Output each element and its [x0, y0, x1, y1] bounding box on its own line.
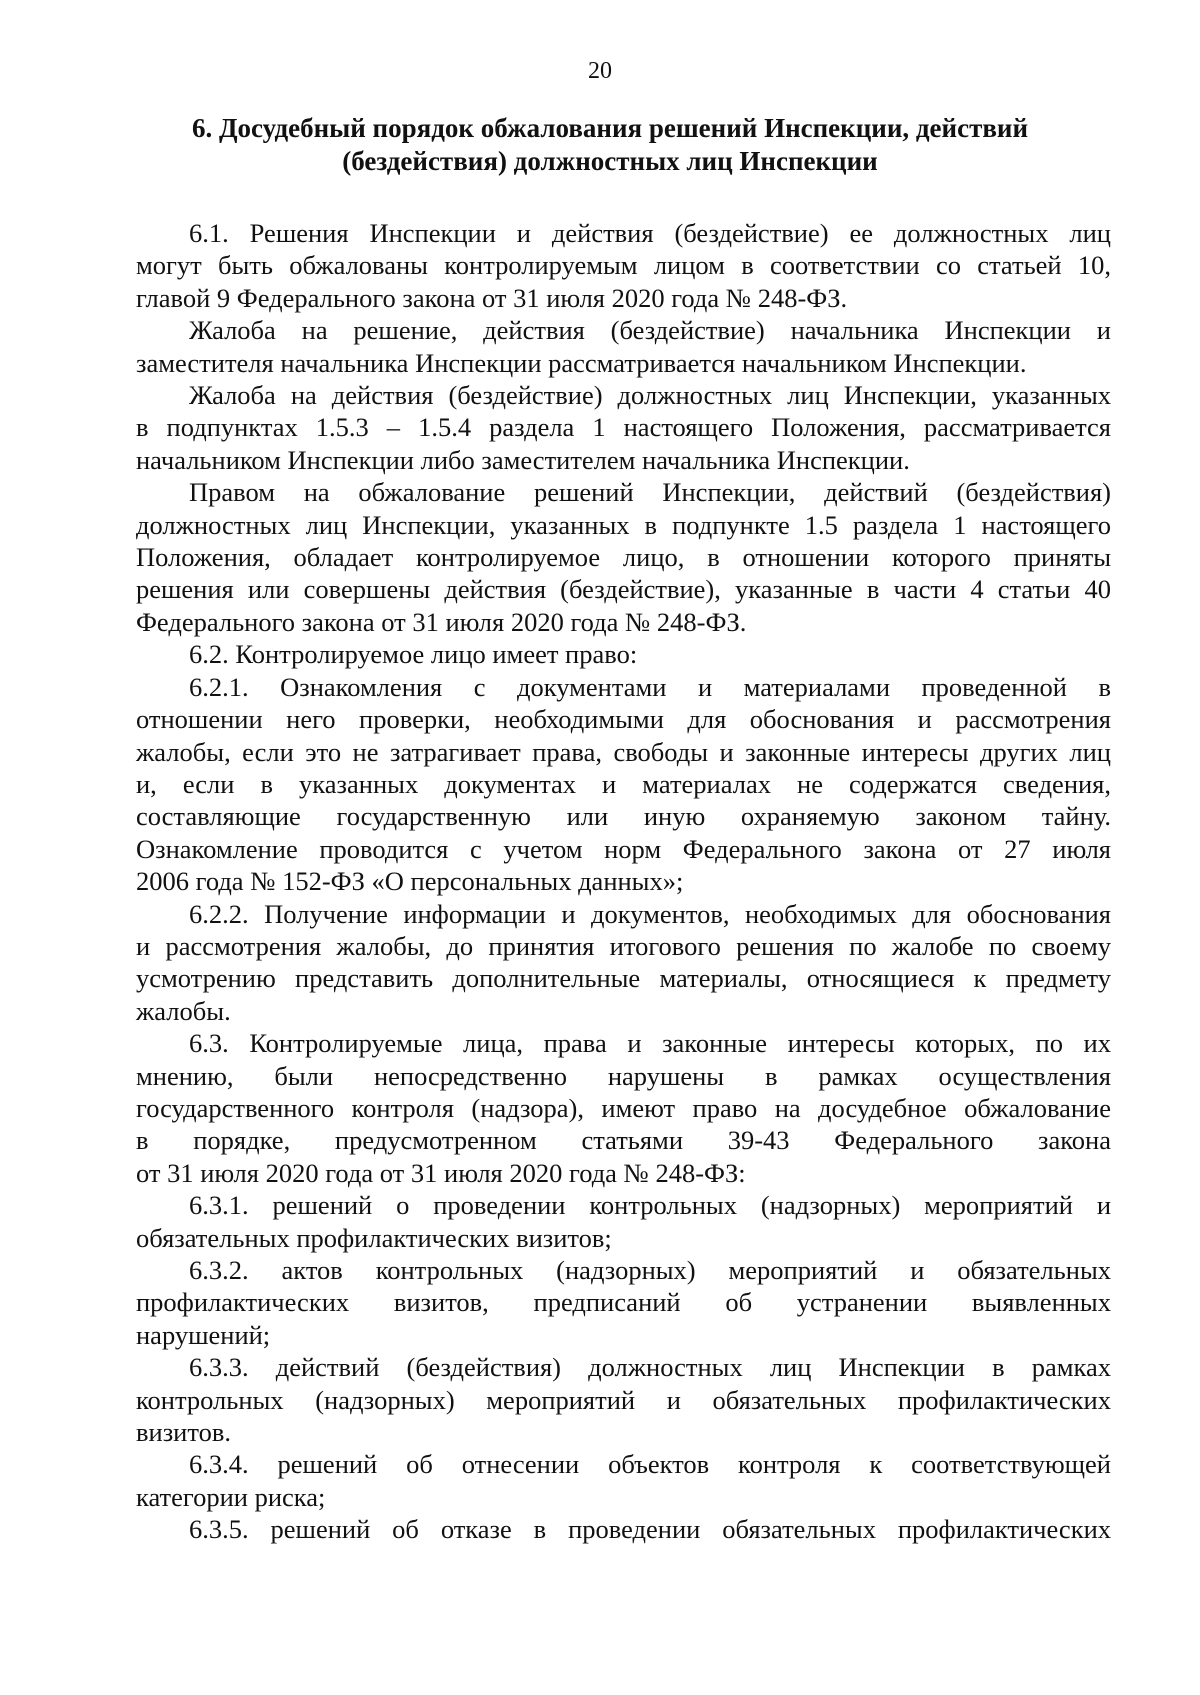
paragraph-line: усмотрению представить дополнительные материалы, относящиеся к предмету — [136, 963, 1111, 994]
paragraph — [136, 1254, 1111, 1351]
section-heading — [160, 112, 1060, 178]
section-heading-line: 6. Досудебный порядок обжалования решений Инспекции, действий — [191, 113, 1029, 143]
document-body — [136, 217, 1111, 1546]
paragraph-line: заместителя начальника Инспекции рассматривается начальником Инспекции. — [136, 347, 1027, 378]
paragraph-line: жалобы, если это не затрагивает права, свободы и законные интересы других лиц — [136, 736, 1111, 767]
paragraph-line: 6.2.1. Ознакомления с документами и материалами проведенной в — [189, 671, 1111, 702]
paragraph-line: мнению, были непосредственно нарушены в рамках осуществления — [136, 1060, 1111, 1091]
paragraph-line: Ознакомление проводится с учетом норм Федерального закона от 27 июля — [136, 833, 1111, 864]
paragraph-line: в подпунктах 1.5.3 – 1.5.4 раздела 1 настоящего Положения, рассматривается — [136, 412, 1111, 443]
paragraph-line: категории риска; — [136, 1481, 326, 1512]
paragraph-line: обязательных профилактических визитов; — [136, 1222, 612, 1253]
paragraph-line: составляющие государственную или иную охраняемую законом тайну. — [136, 801, 1111, 832]
paragraph-line: Федерального закона от 31 июля 2020 года № 248-ФЗ. — [136, 606, 747, 637]
paragraph-line: начальником Инспекции либо заместителем начальника Инспекции. — [136, 444, 910, 475]
paragraph-line: должностных лиц Инспекции, указанных в подпункте 1.5 раздела 1 настоящего — [136, 509, 1111, 540]
paragraph-line: 6.2.2. Получение информации и документов, необходимых для обоснования — [189, 898, 1111, 929]
page-number: 20 — [588, 58, 612, 84]
paragraph-line: Правом на обжалование решений Инспекции, действий (бездействия) — [189, 477, 1111, 508]
paragraph-line: отношении него проверки, необходимыми для обоснования и рассмотрения — [136, 704, 1111, 735]
paragraph-line: визитов. — [136, 1417, 231, 1448]
paragraph-line: 6.3.1. решений о проведении контрольных (надзорных) мероприятий и — [189, 1190, 1111, 1221]
section-heading-line: (бездействия) должностных лиц Инспекции — [342, 146, 878, 176]
paragraph-line: в порядке, предусмотренном статьями 39-43 Федерального закона — [136, 1125, 1111, 1156]
paragraph-line: контрольных (надзорных) мероприятий и обязательных профилактических — [136, 1384, 1111, 1415]
paragraph-line: 6.3.4. решений об отнесении объектов контроля к соответствующей — [189, 1449, 1111, 1480]
paragraph-line: решения или совершены действия (бездействие), указанные в части 4 статьи 40 — [136, 574, 1111, 605]
paragraph-line: 2006 года № 152-ФЗ «О персональных данных»; — [136, 866, 684, 897]
paragraph — [136, 1448, 1111, 1513]
paragraph — [136, 217, 1111, 314]
paragraph-line: нарушений; — [136, 1319, 271, 1350]
paragraph-line: 6.3.2. актов контрольных (надзорных) мероприятий и обязательных — [189, 1255, 1111, 1285]
paragraph — [136, 1027, 1111, 1189]
paragraph-line: Жалоба на решение, действия (бездействие) начальника Инспекции и — [189, 315, 1111, 346]
paragraph-line: 6.3. Контролируемые лица, права и законные интересы которых, по их — [189, 1028, 1111, 1059]
paragraph-line: могут быть обжалованы контролируемым лицом в соответствии со статьей 10, — [136, 250, 1111, 281]
paragraph-line: главой 9 Федерального закона от 31 июля 2020 года № 248-ФЗ. — [136, 282, 848, 313]
paragraph-line: 6.3.5. решений об отказе в проведении обязательных профилактических — [189, 1514, 1111, 1545]
paragraph-line: и, если в указанных документах и материалах не содержатся сведения, — [136, 768, 1111, 799]
paragraph-line: 6.1. Решения Инспекции и действия (бездействие) ее должностных лиц — [189, 218, 1111, 248]
paragraph-line: Положения, обладает контролируемое лицо, в отношении которого приняты — [136, 542, 1111, 573]
paragraph — [136, 1189, 1111, 1254]
paragraph — [136, 476, 1111, 638]
paragraph — [136, 314, 1111, 379]
paragraph-line: жалобы. — [136, 995, 231, 1026]
paragraph-line: от 31 июля 2020 года от 31 июля 2020 года № 248-ФЗ: — [136, 1157, 746, 1188]
paragraph-line: 6.2. Контролируемое лицо имеет право: — [189, 639, 638, 670]
paragraph — [136, 1513, 1111, 1545]
paragraph — [136, 379, 1111, 476]
paragraph — [136, 638, 1111, 670]
paragraph — [136, 671, 1111, 898]
paragraph-line: профилактических визитов, предписаний об устранении выявленных — [136, 1287, 1111, 1318]
paragraph — [136, 1351, 1111, 1448]
paragraph-line: Жалоба на действия (бездействие) должностных лиц Инспекции, указанных — [189, 380, 1111, 411]
paragraph-line: и рассмотрения жалобы, до принятия итогового решения по жалобе по своему — [136, 930, 1111, 961]
paragraph-line: 6.3.3. действий (бездействия) должностных лиц Инспекции в рамках — [189, 1352, 1111, 1383]
paragraph — [136, 898, 1111, 1028]
paragraph-line: государственного контроля (надзора), имеют право на досудебное обжалование — [136, 1092, 1111, 1123]
